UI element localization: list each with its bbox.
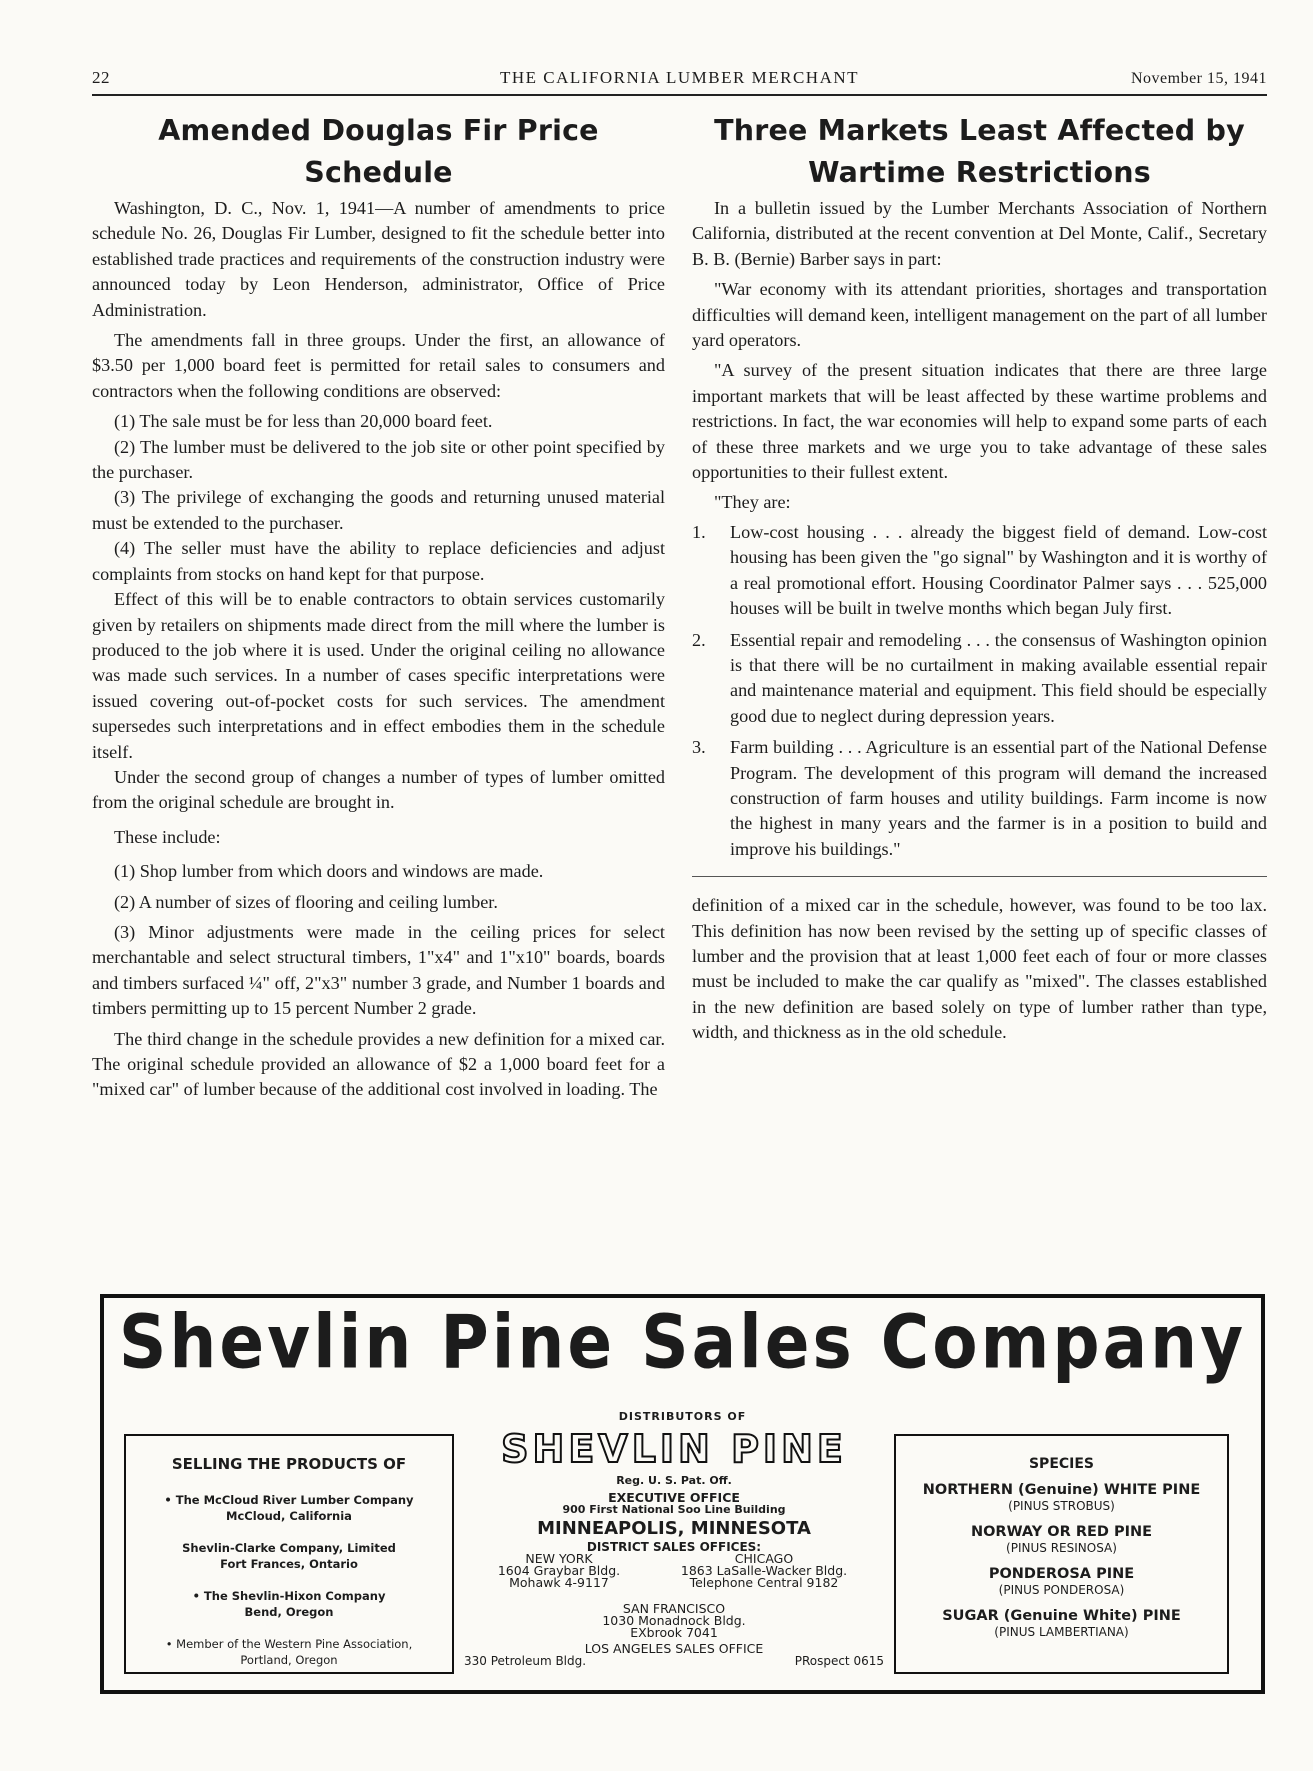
office-phone: PRospect 0615 [794,1654,884,1668]
products-header: SELLING THE PRODUCTS OF [171,1455,407,1473]
list-text: Essential repair and remodeling . . . the consensus of Washington opinion is that there will be no curtailment in making available essential repair and maintenance material and equipment. This field should be especially good due to neglect during depression years. [730,629,1267,726]
membership-line: Portland, Oregon [240,1653,338,1667]
ad-title: Shevlin Pine Sales Company [118,1299,1247,1386]
article-1-paragraph: Washington, D. C., Nov. 1, 1941—A number of amendments to price schedule No. 26, Douglas Fir Lumber, designed to fit the schedule better into established trade practices and requirements of the construction industry were announced today by Leon Henderson, administrator, Office of Price Administration. [92,198,665,320]
office-name: SAN FRANCISCO [622,1601,726,1616]
executive-office-city: MINNEAPOLIS, MINNESOTA [537,1518,811,1539]
company-location: McCloud, California [226,1509,352,1523]
san-francisco-office [464,1603,884,1639]
article-1-title: Amended Douglas Fir Price Schedule [158,114,599,189]
office-address: 330 Petroleum Bldg. [464,1654,587,1668]
office-phone: Telephone Central 9182 [689,1575,839,1590]
species-latin: (PINUS STROBUS) [1008,1499,1115,1513]
left-column [92,110,665,1103]
article-1-continued: definition of a mixed car in the schedule, however, was found to be too lax. This definition has now been revised by the setting up of specific classes of lumber and the provision that at least 1,000 feet each of four or more classes must be included to make the car qualify as "mixed". The classes established in the new definition are based solely on type of lumber rather than type, width, and thickness as in the old schedule. [692,895,1267,1043]
article-2-paragraph: "They are: [714,492,791,513]
species-name: NORTHERN (Genuine) WHITE PINE [922,1482,1201,1498]
list-text: Farm building . . . Agriculture is an essential part of the National Defense Program. The development of this program will demand the increased construction of farm houses and utility buildings. Farm income is now the highest in many years and the farmer is in a position to build and improve his buildings." [730,737,1267,859]
right-column [692,110,1267,1046]
company-entry [126,1540,452,1572]
list-number: 2. [692,629,706,650]
species-box [894,1434,1229,1674]
list-item [692,520,1267,622]
shevlin-pine-logo: SHEVLIN PINE [501,1427,847,1471]
advertisement [100,1294,1265,1694]
journal-title: THE CALIFORNIA LUMBER MERCHANT [499,68,860,87]
new-york-office [484,1553,634,1589]
article-1-paragraph: Effect of this will be to enable contractors to obtain services customarily given by retailers on shipments made direct from the mill where the lumber is produced to the job where it is used. Under the original ceiling no allowance was made such services. In a number of cases specific interpretations were issued covering out-of-pocket costs for such services. The amendment supersedes such interpretations and in effect embodies them in the schedule itself. [92,589,665,762]
article-2-title [692,110,1267,194]
membership-line: • Member of the Western Pine Association, [165,1637,413,1651]
company-name: • The Shevlin-Hixon Company [192,1589,386,1603]
include-item: (2) A number of sizes of flooring and ceiling lumber. [114,891,498,912]
company-location: Fort Frances, Ontario [220,1557,358,1571]
species-latin: (PINUS RESINOSA) [1006,1541,1117,1555]
article-1-paragraph: These include: [114,826,221,847]
species-name: NORWAY OR RED PINE [970,1524,1153,1540]
company-name: Shevlin-Clarke Company, Limited [182,1541,396,1555]
los-angeles-office [464,1643,884,1669]
include-item: (3) Minor adjustments were made in the ceiling prices for select merchantable and select structural timbers, 1"x4" and 1"x10" boards, boards and timbers surfaced ¼" off, 2"x3" number 3 grade, and Number 1 boards and timbers permitting up to 15 percent Number 2 grade. [92,921,665,1019]
species-latin: (PINUS LAMBERTIANA) [994,1625,1129,1639]
district-offices [464,1553,884,1603]
district-offices-label: DISTRICT SALES OFFICES: [586,1540,762,1554]
office-phone: Mohawk 4-9117 [509,1575,609,1590]
executive-office-label: EXECUTIVE OFFICE [608,1490,740,1505]
column-divider [692,876,1267,877]
office-address: 1604 Graybar Bldg. [497,1563,621,1578]
office-name: LOS ANGELES SALES OFFICE [584,1641,764,1656]
article-2-title-line-2: Wartime Restrictions [808,156,1151,189]
company-entry [126,1588,452,1620]
running-head [92,64,1267,96]
chicago-office [664,1553,864,1589]
trademark-note: Reg. U. S. Pat. Off. [616,1474,732,1487]
products-box [124,1434,454,1674]
company-entry [126,1492,452,1524]
species-latin: (PINUS PONDEROSA) [998,1583,1125,1597]
company-location: Bend, Oregon [244,1605,334,1619]
executive-office-address: 900 First National Soo Line Building [562,1503,786,1516]
office-address: 1863 LaSalle-Wacker Bldg. [680,1563,848,1578]
distributors-label: DISTRIBUTORS OF [618,1410,747,1423]
article-1-paragraph: Under the second group of changes a number of types of lumber omitted from the original schedule are brought in. [92,766,665,813]
list-number: 1. [692,521,706,542]
species-entry [896,1524,1227,1556]
list-number: 3. [692,737,706,758]
article-2-title-line-1: Three Markets Least Affected by [714,114,1245,147]
species-entry [896,1482,1227,1514]
article-2-paragraph: "A survey of the present situation indicates that there are three large important markets that will be least affected by these wartime problems and restrictions. In fact, the war economies will help to expand some parts of each of these three markets and we urge you to take advantage of these sales opportunities to their fullest extent. [692,360,1267,483]
office-name: NEW YORK [525,1551,593,1566]
office-name: CHICAGO [734,1551,794,1566]
distributor-info [464,1422,884,1669]
species-entry [896,1566,1227,1598]
condition-item: (2) The lumber must be delivered to the job site or other point specified by the purchaser. [92,436,665,483]
article-1-paragraph: The third change in the schedule provides a new definition for a mixed car. The original schedule provided an allowance of $2 a 1,000 board feet for a "mixed car" of lumber because of the additional cost involved in loading. The [92,1028,665,1100]
species-name: SUGAR (Genuine White) PINE [942,1608,1181,1624]
markets-list [692,520,1267,862]
species-entry [896,1608,1227,1640]
article-2-paragraph: In a bulletin issued by the Lumber Merchants Association of Northern California, distributed at the recent convention at Del Monte, Calif., Secretary B. B. (Bernie) Barber says in part: [692,198,1267,269]
species-name: PONDEROSA PINE [988,1566,1135,1582]
office-phone: EXbrook 7041 [630,1625,718,1640]
article-1-paragraph: The amendments fall in three groups. Under the first, an allowance of $3.50 per 1,000 board feet is permitted for retail sales to consumers and contractors when the following conditions are observed: [92,330,665,401]
condition-item: (1) The sale must be for less than 20,000 board feet. [114,411,493,432]
condition-item: (4) The seller must have the ability to replace deficiencies and adjust complaints from stocks on hand kept for that purpose. [92,538,665,584]
list-item [692,628,1267,730]
list-text: Low-cost housing . . . already the biggest field of demand. Low-cost housing has been given the "go signal" by Washington and it is worthy of a real promotional effort. Housing Coordinator Palmer says . . . 525,000 houses will be built in twelve months which began July first. [730,521,1267,619]
condition-item: (3) The privilege of exchanging the goods and returning unused material must be extended to the purchaser. [92,487,665,533]
office-address: 1030 Monadnock Bldg. [602,1613,746,1628]
species-header: SPECIES [1028,1456,1095,1472]
page-number: 22 [92,68,110,87]
company-name: • The McCloud River Lumber Company [164,1493,414,1507]
include-item: (1) Shop lumber from which doors and windows are made. [114,861,544,882]
article-2-paragraph: "War economy with its attendant priorities, shortages and transportation difficulties will demand keen, intelligent management on the part of all lumber yard operators. [692,279,1267,351]
membership-note [126,1636,452,1668]
issue-date: November 15, 1941 [1130,70,1267,87]
list-item [692,735,1267,862]
